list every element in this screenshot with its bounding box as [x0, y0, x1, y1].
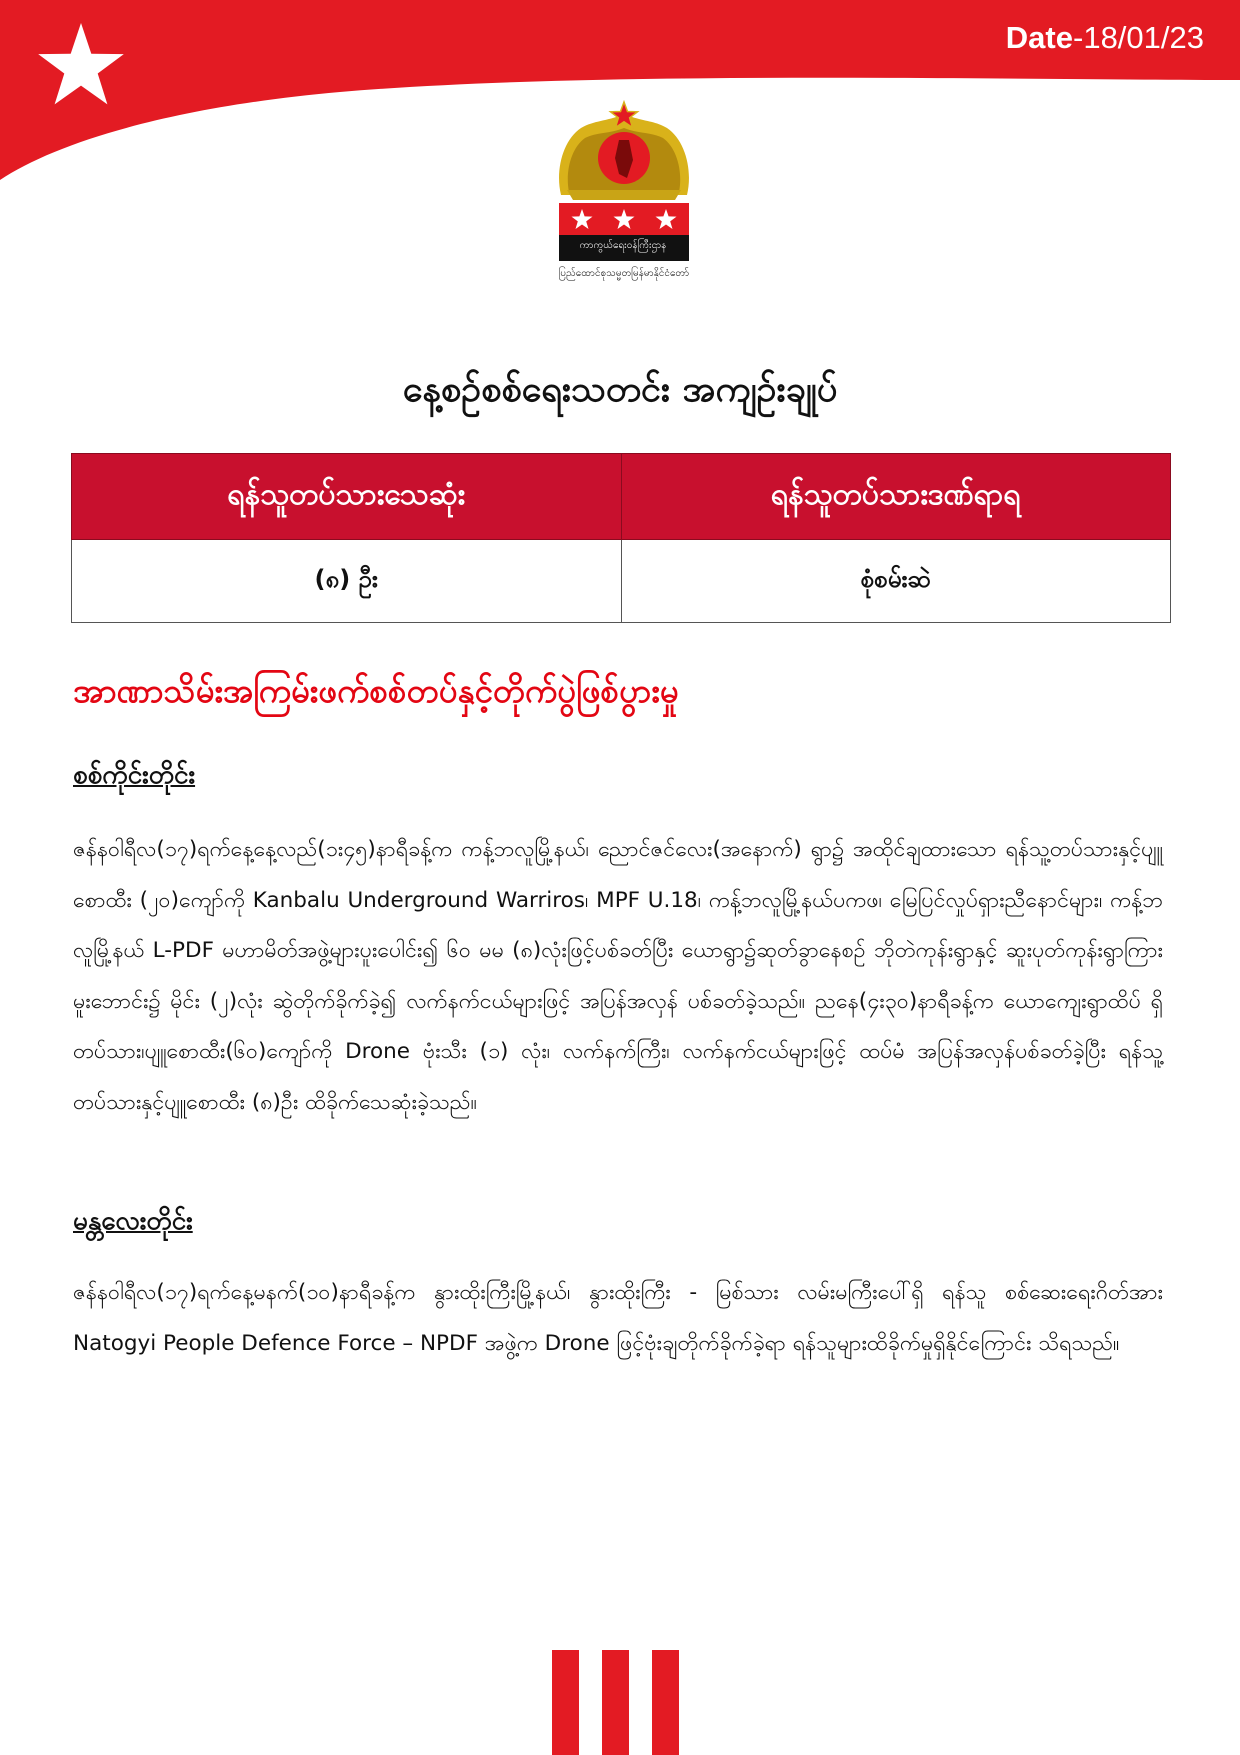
emblem-banner-text: ကာကွယ်ရေးဝန်ကြီးဌာန [579, 240, 667, 251]
footer-stripes-graphic [0, 1650, 1240, 1755]
date-label: Date [1005, 20, 1073, 55]
region-heading-sagaing: စစ်ကိုင်းတိုင်း [73, 760, 196, 790]
table-header-row [72, 454, 1171, 540]
casualty-summary-table [71, 453, 1171, 623]
report-paragraph-mandalay: ဇန်နဝါရီလ(၁၇)ရက်နေ့မနက်(၁၀)နာရီခန့်က နွားထိုးကြီးမြို့နယ်၊ နွားထိုးကြီး - မြစ်သား လမ်းမကြီးပေါ်ရှိ ရန်သူ စစ်ဆေးရေးဂိတ်အား Natogyi People Defence Force – NPDF အဖွဲ့က Drone ဖြင့်ဗုံးချတိုက်ခိုက်ခဲ့ရာ ရန်သူများထိခိုက်မှုရှိနိုင်ကြောင်း သိရသည်။ [73, 1280, 1163, 1356]
footer-stripes [0, 1650, 1240, 1755]
wounded-value: စုံစမ်းဆဲ [621, 540, 1171, 623]
header-wounded: ရန်သူတပ်သားဒဏ်ရာရ [621, 454, 1171, 540]
region-heading-mandalay: မန္တလေးတိုင်း [73, 1206, 193, 1236]
report-paragraph-sagaing: ဇန်နဝါရီလ(၁၇)ရက်နေ့နေ့လည်(၁း၄၅)နာရီခန့်က ကန့်ဘလူမြို့နယ်၊ ညောင်ဇင်လေး(အနောက်) ရွာ၌ အထိုင်ချထားသော ရန်သူ့တပ်သားနှင့်ပျူစောထီး (၂၀)ကျော်ကို Kanbalu Underground Warriros၊ MPF U.18၊ ကန့်ဘလူမြို့နယ်ပကဖ၊ မြေပြင်လှုပ်ရှားညီနောင်များ၊ ကန့်ဘလူမြို့နယ် L-PDF မဟာမိတ်အဖွဲ့များပူးပေါင်း၍ ၆၀ မမ (၈)လုံးဖြင့်ပစ်ခတ်ပြီး ယောရွာ၌ဆုတ်ခွာနေစဉ် ဘိုတဲကုန်းရွာနှင့် ဆူးပုတ်ကုန်းရွာကြား မူးဘောင်း၌ မိုင်း (၂)လုံး ဆွဲတိုက်ခိုက်ခဲ့၍ လက်နက်ငယ်များဖြင့် အပြန်အလှန် ပစ်ခတ်ခဲ့သည်။ ညနေ(၄း၃၀)နာရီခန့်က ယောကျေးရွာထိပ် ရှိ တပ်သား၊ပျူစောထီး(၆၀)ကျော်ကို Drone ဗုံးသီး (၁) လုံး၊ လက်နက်ကြီး၊ လက်နက်ငယ်များဖြင့် ထပ်မံ အပြန်အလှန်ပစ်ခတ်ခဲ့ပြီး ရန်သူ့တပ်သားနှင့်ပျူစောထီး (၈)ဦး ထိခိုက်သေဆုံးခဲ့သည်။ [73, 837, 1163, 1115]
emblem-icon [549, 100, 699, 285]
table-row [72, 540, 1171, 623]
header-killed: ရန်သူတပ်သားသေဆုံး [72, 454, 622, 540]
state-emblem [549, 100, 699, 285]
page-title: နေ့စဉ်စစ်ရေးသတင်း အကျဉ်းချုပ် [402, 369, 838, 410]
killed-value: (၈) ဦး [72, 540, 622, 623]
date-line [1006, 20, 1204, 56]
section-heading: အာဏာသိမ်းအကြမ်းဖက်စစ်တပ်နှင့်တိုက်ပွဲဖြစ်ပွားမှု [73, 671, 679, 710]
emblem-caption: ပြည်ထောင်စုသမ္မတမြန်မာနိုင်ငံတော် [558, 268, 690, 279]
date-value: -18/01/23 [1073, 20, 1204, 55]
